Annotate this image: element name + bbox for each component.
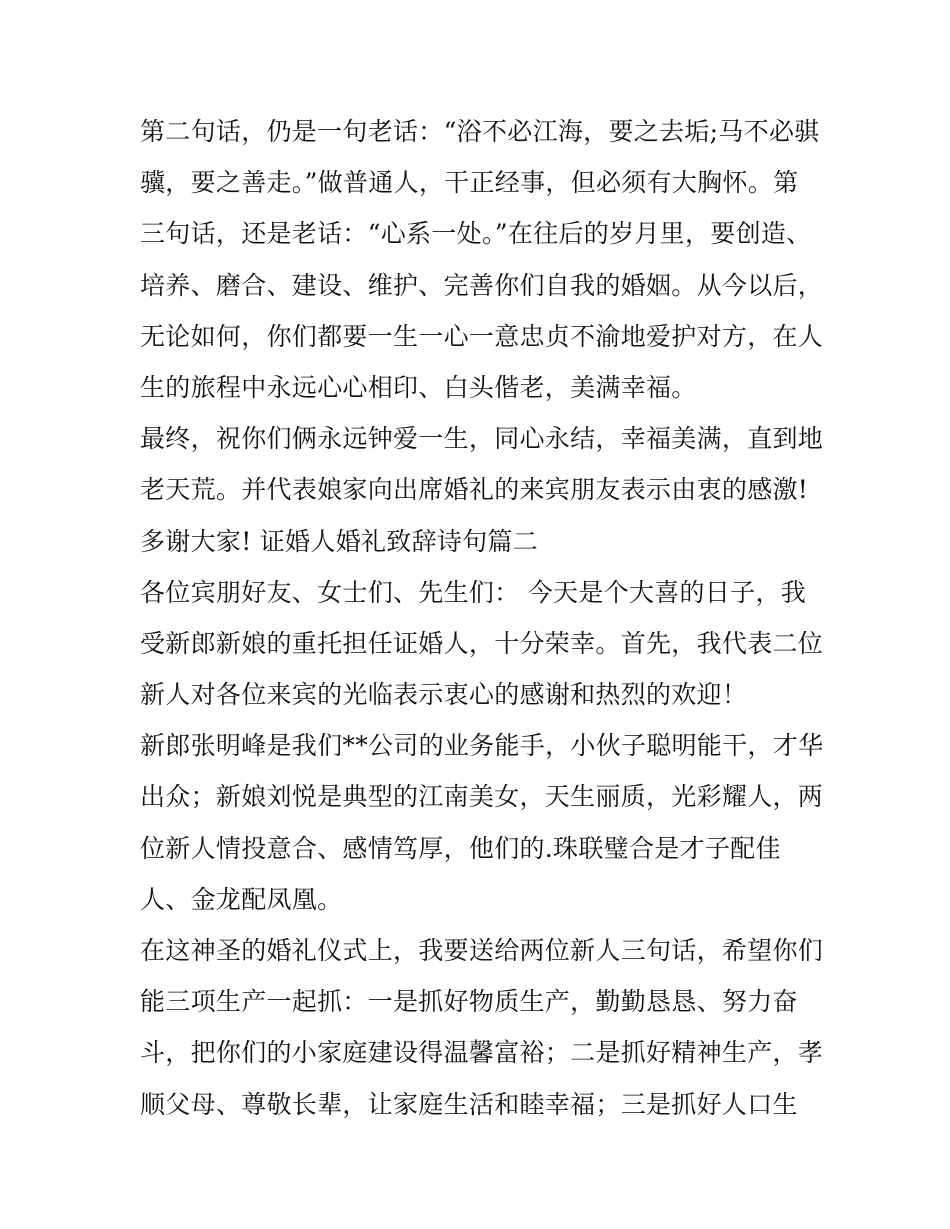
text-line: 能三项生产一起抓：一是抓好物质生产，勤勤恳恳、努力奋 xyxy=(140,987,798,1017)
text-line: 老天荒。并代表娘家向出席婚礼的来宾朋友表示由衷的感激! xyxy=(140,475,809,505)
text-line: 培养、磨合、建设、维护、完善你们自我的婚姻。从今以后， xyxy=(140,270,824,300)
text-line: 在这神圣的婚礼仪式上，我要送给两位新人三句话，希望你们 xyxy=(140,936,824,965)
text-line: 出众；新娘刘悦是典型的江南美女，天生丽质，光彩耀人，两 xyxy=(140,782,824,812)
text-line: 生的旅程中永远心心相印、白头偕老，美满幸福。 xyxy=(140,372,697,402)
text-line: 第二句话，仍是一句老话：“浴不必江海，要之去垢;马不必骐 xyxy=(140,117,820,146)
text-line: 骥，要之善走。”做普通人，干正经事，但必须有大胸怀。第 xyxy=(140,168,799,198)
text-line: 最终，祝你们俩永远钟爱一生，同心永结，幸福美满，直到地 xyxy=(140,424,824,454)
text-line: 位新人情投意合、感情笃厚，他们的.珠联璧合是才子配佳 xyxy=(140,833,781,863)
document-body xyxy=(140,106,824,1130)
text-line: 新郎张明峰是我们**公司的业务能手，小伙子聪明能干，才华 xyxy=(140,731,824,761)
text-line: 新人对各位来宾的光临表示衷心的感谢和热烈的欢迎！ xyxy=(140,680,748,710)
text-line: 各位宾朋好友、女士们、先生们： 今天是个大喜的日子，我 xyxy=(140,577,807,607)
text-line: 斗，把你们的小家庭建设得温馨富裕；二是抓好精神生产，孝 xyxy=(140,1038,824,1068)
section-heading-line: 多谢大家! 证婚人婚礼致辞诗句篇二 xyxy=(140,526,539,556)
text-line: 人、金龙配凤凰。 xyxy=(140,884,343,914)
text-line: 顺父母、尊敬长辈，让家庭生活和睦幸福；三是抓好人口生 xyxy=(140,1089,798,1119)
text-line: 受新郎新娘的重托担任证婚人，十分荣幸。首先，我代表二位 xyxy=(140,628,824,658)
text-line: 无论如何，你们都要一生一心一意忠贞不渝地爱护对方，在人 xyxy=(140,321,824,351)
text-line: 三句话，还是老话：“心系一处。”在往后的岁月里，要创造、 xyxy=(140,219,812,249)
